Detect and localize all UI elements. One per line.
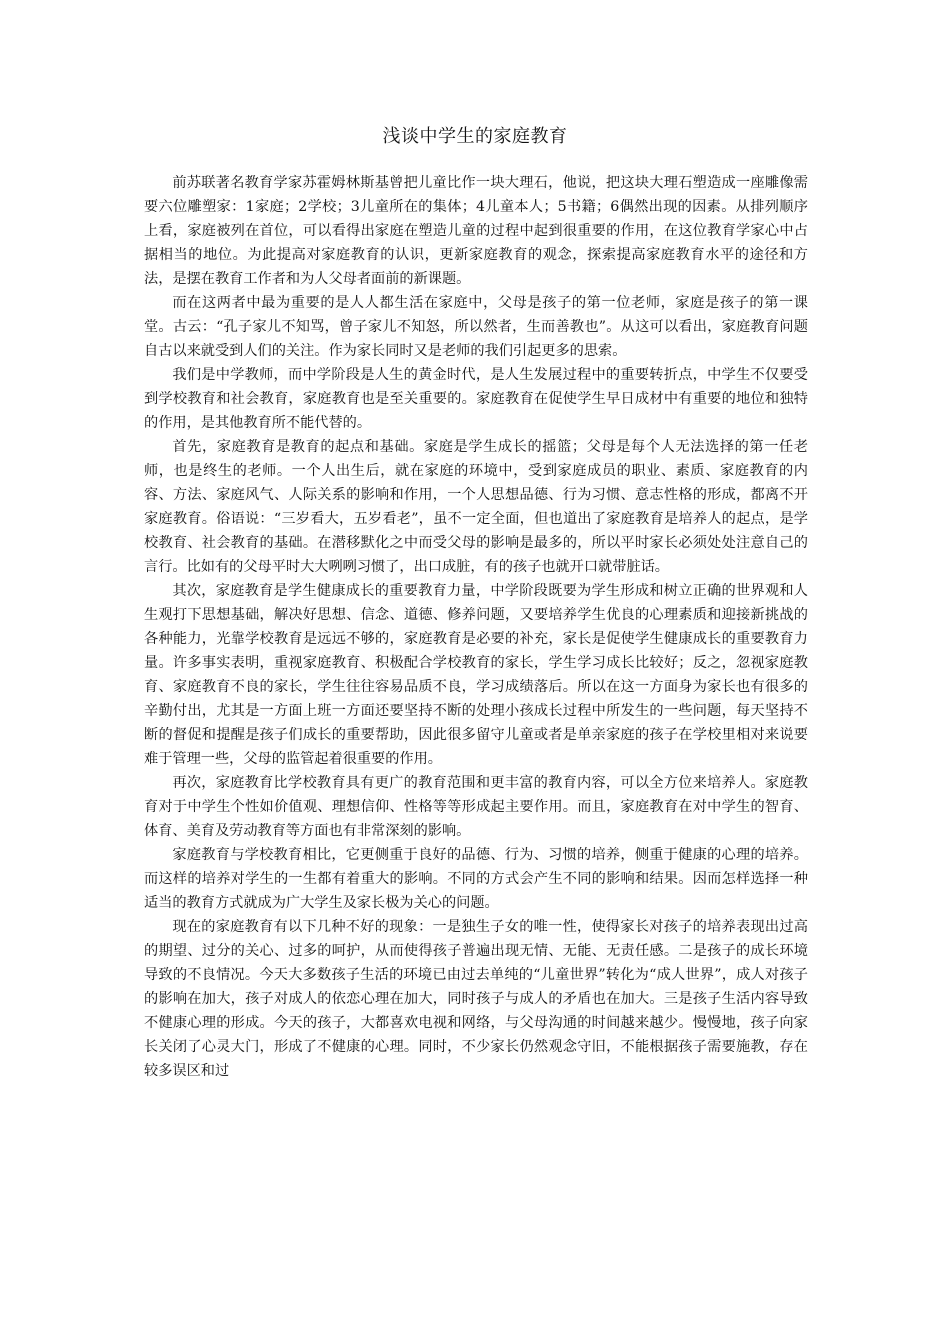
paragraph-7: 家庭教育与学校教育相比，它更侧重于良好的品德、行为、习惯的培养，侧重于健康的心理的培养。而这样的培养对学生的一生都有着重大的影响。不同的方式会产生不同的影响和结果。因而怎样选择一种适当的教育方式就成为广大学生及家长极为关心的问题。 xyxy=(144,847,808,911)
paragraph-8: 现在的家庭教育有以下几种不好的现象：一是独生子女的唯一性，使得家长对孩子的培养表现出过高的期望、过分的关心、过多的呵护，从而使得孩子普遍出现无情、无能、无责任感。二是孩子的成长环境导致的不良情况。今天大多数孩子生活的环境已由过去单纯的“儿童世界”转化为“成人世界”，成人对孩子的影响在加大，孩子对成人的依恋心理在加大，同时孩子与成人的矛盾也在加大。三是孩子生活内容导致不健康心理的形成。今天的孩子，大都喜欢电视和网络，与父母沟通的时间越来越少。慢慢地，孩子向家长关闭了心灵大门，形成了不健康的心理。同时，不少家长仍然观念守旧，不能根据孩子需要施教，存在较多误区和过 xyxy=(144,919,808,1079)
paragraph-2: 而在这两者中最为重要的是人人都生活在家庭中，父母是孩子的第一位老师，家庭是孩子的第一课堂。古云：“孔子家儿不知骂，曾子家儿不知怒，所以然者，生而善教也”。从这可以看出，家庭教育问题自古以来就受到人们的关注。作为家长同时又是老师的我们引起更多的思索。 xyxy=(144,295,808,359)
paragraph-6: 再次，家庭教育比学校教育具有更广的教育范围和更丰富的教育内容，可以全方位来培养人。家庭教育对于中学生个性如价值观、理想信仰、性格等等形成起主要作用。而且，家庭教育在对中学生的智育、体育、美育及劳动教育等方面也有非常深刻的影响。 xyxy=(144,775,808,839)
paragraph-3: 我们是中学教师，而中学阶段是人生的黄金时代，是人生发展过程中的重要转折点，中学生不仅要受到学校教育和社会教育，家庭教育也是至关重要的。家庭教育在促使学生早日成材中有重要的地位和独特的作用，是其他教育所不能代替的。 xyxy=(144,367,808,431)
document-title: 浅谈中学生的家庭教育 xyxy=(382,126,568,147)
paragraph-5: 其次，家庭教育是学生健康成长的重要教育力量，中学阶段既要为学生形成和树立正确的世界观和人生观打下思想基础，解决好思想、信念、道德、修养问题，又要培养学生优良的心理素质和迎接新挑战的各种能力，光靠学校教育是远远不够的，家庭教育是必要的补充，家长是促使学生健康成长的重要教育力量。许多事实表明，重视家庭教育、积极配合学校教育的家长，学生学习成长比较好；反之，忽视家庭教育、家庭教育不良的家长，学生往往容易品质不良，学习成绩落后。所以在这一方面身为家长也有很多的辛勤付出，尤其是一方面上班一方面还要坚持不断的处理小孩成长过程中所发生的一些问题，每天坚持不断的督促和提醒是孩子们成长的重要帮助，因此很多留守儿童或者是单亲家庭的孩子在学校里相对来说要难于管理一些，父母的监管起着很重要的作用。 xyxy=(144,583,808,767)
paragraph-1: 前苏联著名教育学家苏霍姆林斯基曾把儿童比作一块大理石，他说，把这块大理石塑造成一座雕像需要六位雕塑家：1家庭；2学校；3儿童所在的集体；4儿童本人；5书籍；6偶然出现的因素。从排列顺序上看，家庭被列在首位，可以看得出家庭在塑造儿童的过程中起到很重要的作用，在这位教育学家心中占据相当的地位。为此提高对家庭教育的认识，更新家庭教育的观念，探索提高家庭教育水平的途径和方法，是摆在教育工作者和为人父母者面前的新课题。 xyxy=(144,175,808,287)
document-body xyxy=(144,171,808,1083)
paragraph-4: 首先，家庭教育是教育的起点和基础。家庭是学生成长的摇篮；父母是每个人无法选择的第一任老师，也是终生的老师。一个人出生后，就在家庭的环境中，受到家庭成员的职业、素质、家庭教育的内容、方法、家庭风气、人际关系的影响和作用，一个人思想品德、行为习惯、意志性格的形成，都离不开家庭教育。俗语说：“三岁看大，五岁看老”，虽不一定全面，但也道出了家庭教育是培养人的起点，是学校教育、社会教育的基础。在潜移默化之中而受父母的影响是最多的，所以平时家长必须处处注意自己的言行。比如有的父母平时大大咧咧习惯了，出口成脏，有的孩子也就开口就带脏话。 xyxy=(144,439,808,575)
